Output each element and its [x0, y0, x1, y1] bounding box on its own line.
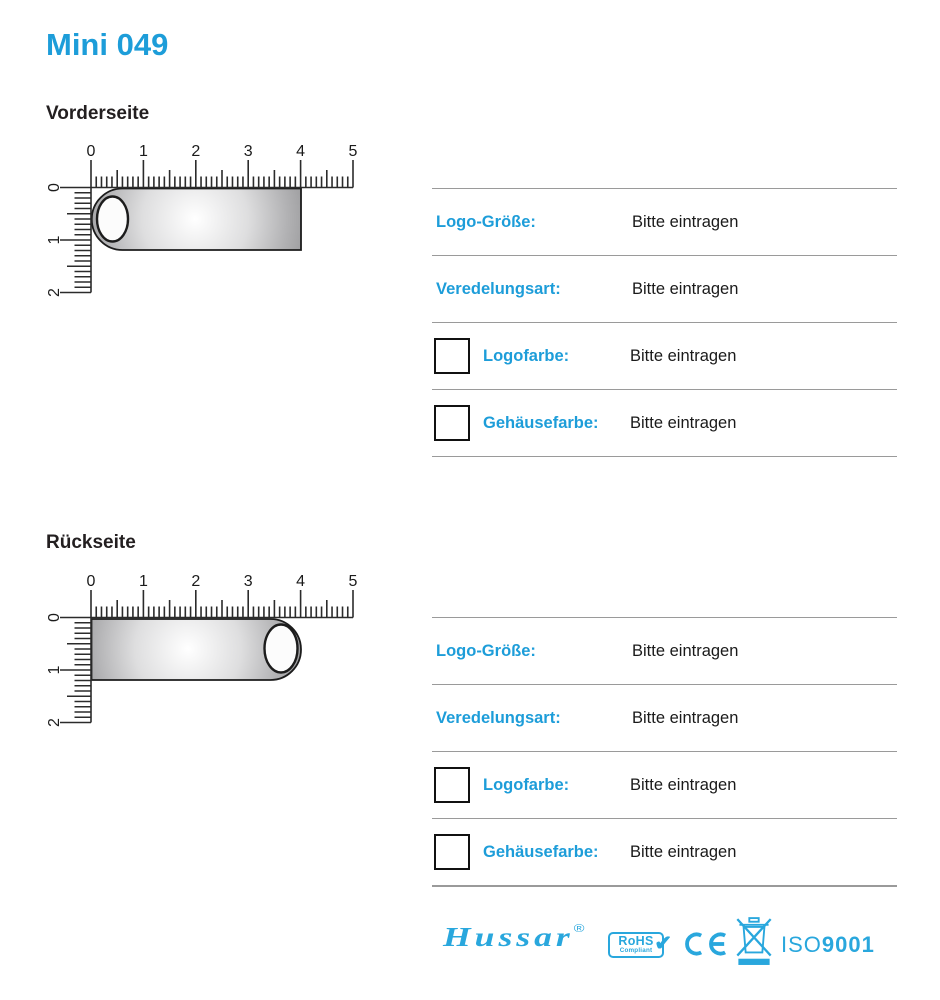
rohs-compliant-label: Compliant — [619, 947, 653, 954]
field-label: Veredelungsart: — [436, 708, 561, 727]
field-label: Logo-Größe: — [436, 641, 536, 660]
back-form — [432, 617, 897, 887]
svg-text:1: 1 — [46, 665, 63, 675]
form-row-logo-color — [432, 751, 897, 818]
field-value[interactable]: Bitte eintragen — [630, 413, 737, 432]
svg-text:2: 2 — [46, 288, 63, 297]
svg-text:1: 1 — [46, 235, 63, 245]
form-row-finishing — [432, 684, 897, 751]
registered-trademark-icon: ® — [573, 923, 585, 935]
logo-color-checkbox[interactable] — [434, 767, 470, 803]
field-label: Gehäusefarbe: — [483, 842, 599, 861]
brand-logo — [443, 923, 584, 951]
usb-keyring-hole — [265, 625, 298, 673]
case-color-checkbox[interactable] — [434, 405, 470, 441]
back-section-heading: Rückseite — [46, 532, 136, 553]
front-usb-ruler-diagram — [38, 131, 378, 306]
front-section-heading: Vorderseite — [46, 103, 150, 124]
usb-keyring-hole — [97, 197, 128, 242]
iso-prefix: ISO — [781, 932, 822, 957]
svg-text:2: 2 — [46, 718, 63, 727]
field-label: Logo-Größe: — [436, 212, 536, 231]
svg-text:5: 5 — [348, 573, 358, 590]
field-label: Logofarbe: — [483, 346, 570, 365]
back-usb-ruler-diagram — [38, 561, 378, 736]
svg-text:3: 3 — [243, 143, 253, 160]
form-row-case-color — [432, 818, 897, 887]
rohs-label: RoHS — [618, 934, 654, 948]
logo-color-checkbox[interactable] — [434, 338, 470, 374]
svg-text:0: 0 — [46, 613, 63, 622]
footer-certifications — [443, 915, 903, 970]
weee-crossed-out-bin-icon — [734, 916, 774, 966]
form-row-case-color — [432, 389, 897, 457]
svg-text:5: 5 — [348, 143, 358, 160]
svg-text:3: 3 — [243, 573, 253, 590]
front-form — [432, 188, 897, 457]
svg-text:0: 0 — [86, 573, 96, 590]
field-value[interactable]: Bitte eintragen — [632, 212, 739, 231]
svg-text:0: 0 — [46, 183, 63, 192]
form-row-logo-size — [432, 617, 897, 684]
brand-name: Hussar — [443, 922, 574, 952]
svg-text:4: 4 — [296, 143, 306, 160]
page-title: Mini 049 — [46, 27, 169, 62]
field-value[interactable]: Bitte eintragen — [630, 775, 737, 794]
svg-text:1: 1 — [138, 573, 148, 590]
field-value[interactable]: Bitte eintragen — [630, 346, 737, 365]
field-value[interactable]: Bitte eintragen — [630, 842, 737, 861]
field-label: Gehäusefarbe: — [483, 413, 599, 432]
checkmark-icon: ✔ — [654, 932, 672, 955]
svg-text:1: 1 — [138, 143, 148, 160]
case-color-checkbox[interactable] — [434, 834, 470, 870]
svg-text:2: 2 — [191, 573, 201, 590]
field-value[interactable]: Bitte eintragen — [632, 641, 739, 660]
ce-mark-icon — [682, 931, 728, 957]
form-row-finishing — [432, 255, 897, 322]
form-row-logo-size — [432, 188, 897, 255]
svg-text:4: 4 — [296, 573, 306, 590]
iso-number: 9001 — [821, 932, 875, 957]
rohs-compliant-badge — [608, 932, 672, 958]
iso9001-logo — [781, 932, 875, 958]
field-label: Veredelungsart: — [436, 279, 561, 298]
field-label: Logofarbe: — [483, 775, 570, 794]
field-value[interactable]: Bitte eintragen — [632, 279, 739, 298]
svg-text:2: 2 — [191, 143, 201, 160]
field-value[interactable]: Bitte eintragen — [632, 708, 739, 727]
form-row-logo-color — [432, 322, 897, 389]
svg-text:0: 0 — [86, 143, 96, 160]
